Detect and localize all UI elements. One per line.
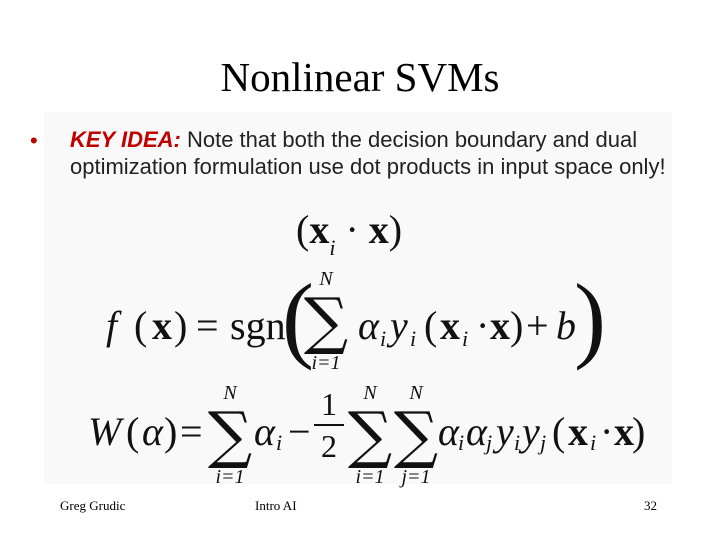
equals-sign: = (196, 303, 219, 348)
summation (200, 382, 260, 488)
subscript-i: i (462, 326, 469, 351)
symbol-W: W (88, 409, 122, 454)
vector-x: x (568, 409, 588, 454)
paren-close: ) (632, 409, 646, 454)
subscript-i: i (590, 430, 597, 455)
sigma-symbol: ∑ (207, 398, 253, 471)
key-idea-text (70, 126, 685, 180)
subscript-j: j (486, 430, 493, 455)
key-idea-body: Note that both the decision boundary and dual optimization formulation use dot products in input space only! (70, 127, 666, 179)
big-paren-open: ( (282, 264, 314, 371)
symbol-y: y (496, 409, 514, 454)
key-idea-label: KEY IDEA: (70, 127, 181, 152)
alpha: α (358, 303, 379, 348)
vector-x: x (490, 303, 510, 348)
symbol-y: y (522, 409, 540, 454)
equation-dual-objective (88, 382, 648, 488)
vector-x: x (614, 409, 634, 454)
sgn-function: sgn (230, 303, 286, 348)
subscript-j: j (540, 430, 547, 455)
symbol-b: b (556, 303, 576, 348)
sum-lower-limit: i=1 (311, 352, 341, 374)
symbol-f: f (106, 303, 118, 348)
paren-open: ( (296, 207, 310, 252)
summation (386, 382, 446, 488)
vector-x: x (152, 303, 172, 348)
symbol-y: y (390, 303, 408, 348)
footer-course: Intro AI (255, 498, 297, 513)
sum-upper-limit: N (363, 382, 377, 404)
paren-close: ) (174, 303, 188, 348)
plus-sign: + (526, 303, 549, 348)
bullet-marker: • (30, 128, 38, 153)
vector-x: x (309, 207, 330, 252)
subscript-i: i (410, 326, 417, 351)
subscript-i: i (276, 430, 283, 455)
denominator: 2 (321, 428, 337, 464)
alpha: α (466, 409, 487, 454)
slide-title: Nonlinear SVMs (220, 54, 500, 100)
sum-lower-limit: j=1 (401, 466, 431, 488)
sigma-symbol: ∑ (303, 284, 349, 357)
footer-author: Greg Grudic (60, 498, 126, 513)
subscript-i: i (458, 430, 465, 455)
paren-close: ) (388, 207, 403, 252)
sum-lower-limit: i=1 (355, 466, 385, 488)
sum-upper-limit: N (319, 268, 333, 290)
equals-sign: = (180, 409, 203, 454)
summation (296, 268, 356, 374)
alpha: α (438, 409, 459, 454)
numerator: 1 (321, 386, 337, 422)
vector-x: x (440, 303, 460, 348)
paren-open: ( (552, 409, 566, 454)
subscript-i: i (380, 326, 387, 351)
sigma-symbol: ∑ (393, 398, 439, 471)
sigma-symbol: ∑ (347, 398, 393, 471)
dot-operator: · (600, 409, 614, 454)
alpha: α (142, 409, 163, 454)
sum-upper-limit: N (409, 382, 423, 404)
big-paren-close: ) (574, 264, 606, 371)
paren-open: ( (424, 303, 438, 348)
dot-operator: · (476, 303, 490, 348)
paren-open: ( (126, 409, 140, 454)
dot-operator: · (345, 207, 359, 252)
paren-close: ) (510, 303, 524, 348)
alpha: α (254, 409, 275, 454)
subscript-i: i (514, 430, 521, 455)
vector-x: x (368, 207, 389, 252)
equation-decision-function (106, 264, 606, 380)
minus-sign: − (288, 409, 311, 454)
footer-page-number: 32 (644, 498, 657, 513)
sum-lower-limit: i=1 (215, 466, 245, 488)
paren-open: ( (134, 303, 148, 348)
sum-upper-limit: N (223, 382, 237, 404)
paren-close: ) (164, 409, 178, 454)
subscript-i: i (329, 235, 336, 261)
